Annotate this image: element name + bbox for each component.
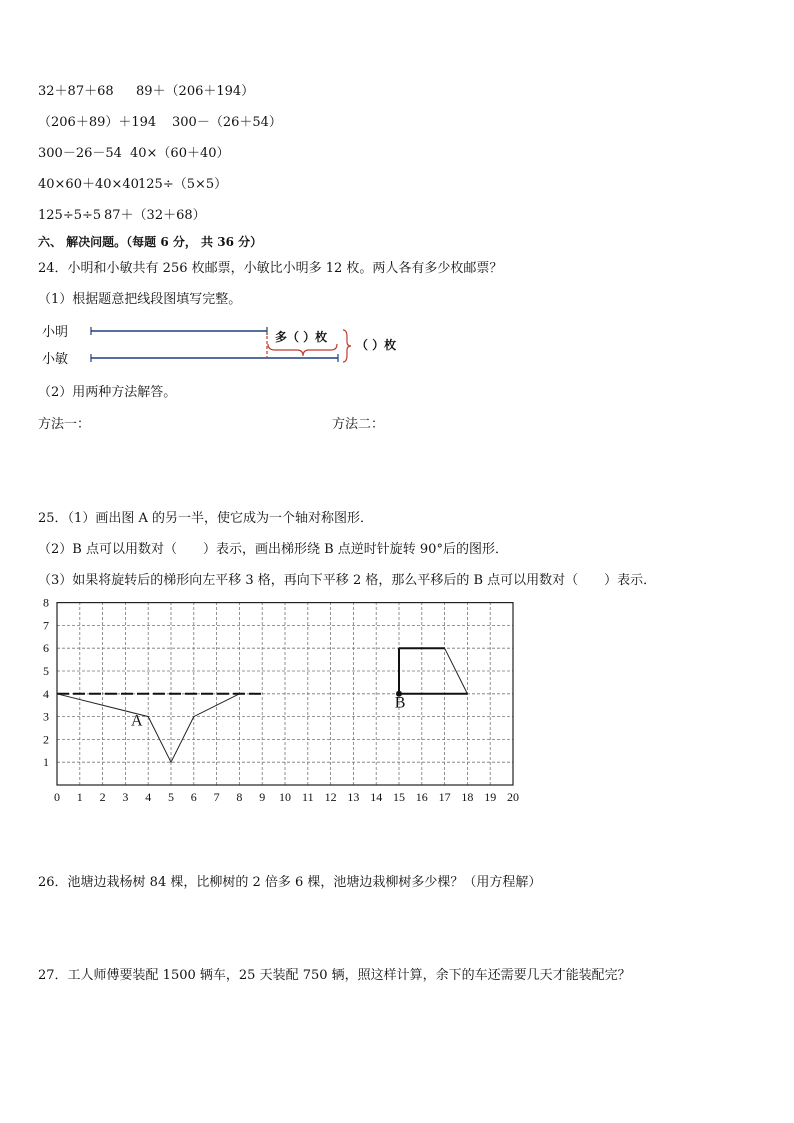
x-tick-label: 10 [279,790,291,804]
calc-line-5a: 125÷5÷5 [38,208,102,223]
q26-text: 26．池塘边栽杨树 84 棵，比柳树的 2 倍多 6 棵，池塘边栽柳树多少棵？（用方程解） [38,875,542,890]
more-label: 多（ ）枚 [275,330,328,344]
calc-line-1b: 89＋（206＋194） [136,84,255,99]
q24-text: 24．小明和小敏共有 256 枚邮票，小敏比小明多 12 枚。两人各有多少枚邮票？ [38,261,503,276]
y-tick-label: 4 [43,686,49,701]
x-tick-label: 4 [145,790,152,804]
x-tick-label: 20 [507,790,519,804]
method-1-label: 方法一： [38,417,91,432]
calc-line-2b: 300－（26＋54） [172,115,282,130]
label-a: A [131,712,143,730]
x-tick-label: 5 [168,790,174,804]
x-tick-label: 14 [370,790,383,804]
calc-line-2a: （206＋89）＋194 [38,115,157,130]
method-2-label: 方法二： [332,417,385,432]
x-tick-label: 13 [347,790,360,804]
q25-line1: 25．（1）画出图 A 的另一半，使它成为一个轴对称图形． [38,511,373,526]
x-tick-label: 1 [76,790,83,804]
x-tick-label: 2 [99,790,106,804]
calc-line-3b: 40×（60＋40） [130,146,230,161]
x-tick-label: 6 [190,790,197,804]
x-tick-label: 3 [122,790,129,804]
label-xiaoming: 小明 [42,325,69,340]
total-label: （ ）枚 [356,338,397,352]
x-tick-label: 17 [438,790,451,804]
y-tick-label: 3 [43,709,49,724]
q25-line2: （2）B 点可以用数对（ ）表示，画出梯形绕 B 点逆时针旋转 90°后的图形． [38,542,508,557]
x-tick-label: 0 [54,790,60,804]
y-tick-label: 5 [43,664,49,678]
x-tick-label: 16 [415,790,428,804]
x-tick-label: 18 [461,790,474,804]
x-tick-label: 8 [236,790,243,804]
x-tick-label: 19 [484,790,497,804]
y-tick-label: 1 [43,755,49,770]
x-tick-label: 7 [213,790,220,804]
section-6-title: 六、 解决问题。（每题 6 分， 共 36 分） [38,235,263,249]
calc-line-5b: 87＋（32＋68） [104,208,206,223]
q24-part2: （2）用两种方法解答。 [38,385,177,400]
q25-line3: （3）如果将旋转后的梯形向左平移 3 格，再向下平移 2 格，那么平移后的 B 点可以用数对（ ）表示． [38,573,657,588]
x-tick-label: 11 [302,790,314,804]
x-tick-label: 15 [393,790,405,804]
y-tick-label: 7 [43,618,49,633]
label-b: B [394,694,406,712]
calc-line-4a: 40×60＋40×40 [38,177,139,192]
calc-line-1a: 32＋87＋68 [38,84,114,99]
calc-line-3a: 300－26－54 [38,146,122,161]
y-tick-label: 8 [43,595,49,610]
y-tick-label: 6 [43,641,49,656]
y-tick-label: 2 [43,732,49,747]
x-tick-label: 12 [324,790,337,804]
calc-line-4b: 125÷（5×5） [138,177,228,192]
q24-part1: （1）根据题意把线段图填写完整。 [38,292,242,307]
label-xiaomin: 小敏 [42,352,69,367]
x-tick-label: 9 [259,790,266,804]
q27-text: 27．工人师傅要装配 1500 辆车，25 天装配 750 辆，照这样计算，余下的车还需要几天才能装配完？ [38,968,631,983]
